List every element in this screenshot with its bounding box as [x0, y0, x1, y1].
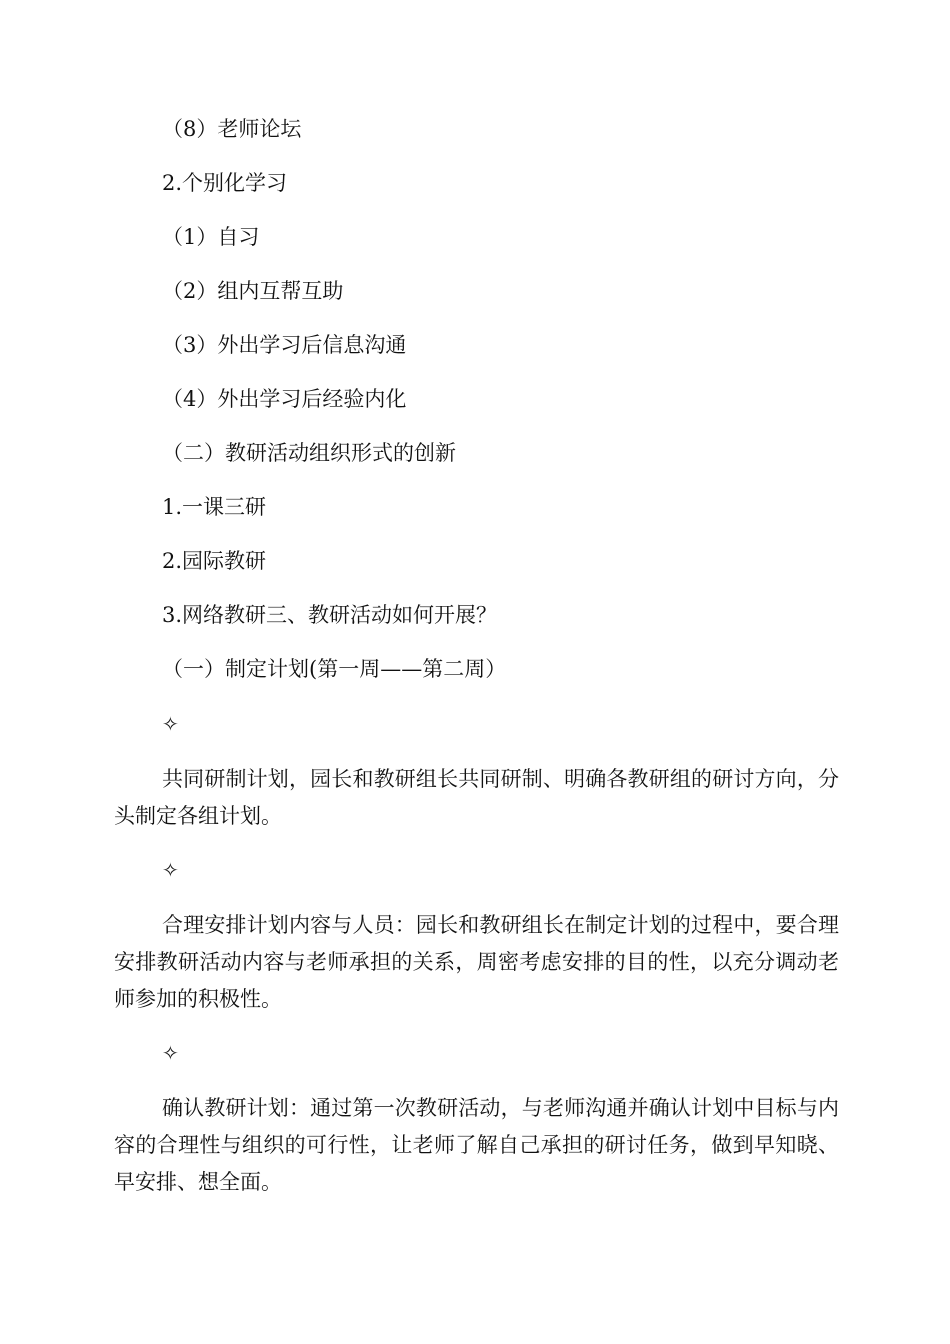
section-make-plan: （一）制定计划(第一周——第二周） — [162, 657, 507, 681]
list-item-teacher-forum: （8）老师论坛 — [162, 117, 302, 141]
paragraph-confirm-plan: 确认教研计划：通过第一次教研活动，与老师沟通并确认计划中目标与内容的合理性与组织的可行性，让老师了解自己承担的研讨任务，做到早知晓、早安排、想全面。 — [114, 1096, 839, 1194]
list-item-inter-kindergarten: 2.园际教研 — [162, 549, 267, 573]
list-item-info-communication: （3）外出学习后信息沟通 — [162, 333, 407, 357]
section-form-innovation: （二）教研活动组织形式的创新 — [162, 441, 456, 465]
paragraph-joint-planning: 共同研制计划，园长和教研组长共同研制、明确各教研组的研讨方向，分头制定各组计划。 — [114, 767, 839, 828]
list-item-one-lesson-three-research: 1.一课三研 — [162, 495, 267, 519]
list-item-self-study: （1）自习 — [162, 225, 260, 249]
paragraph-arrange-content: 合理安排计划内容与人员：园长和教研组长在制定计划的过程中，要合理安排教研活动内容与老师承担的关系，周密考虑安排的目的性，以充分调动老师参加的积极性。 — [114, 913, 839, 1011]
sparkle-bullet-icon: ✧ — [162, 712, 179, 736]
list-item-experience-internalization: （4）外出学习后经验内化 — [162, 387, 407, 411]
sparkle-bullet-icon: ✧ — [162, 858, 179, 882]
list-item-online-research: 3.网络教研三、教研活动如何开展？ — [162, 603, 498, 627]
sparkle-bullet-icon: ✧ — [162, 1041, 179, 1065]
list-item-mutual-help: （2）组内互帮互助 — [162, 279, 344, 303]
section-individual-learning: 2.个别化学习 — [162, 171, 288, 195]
